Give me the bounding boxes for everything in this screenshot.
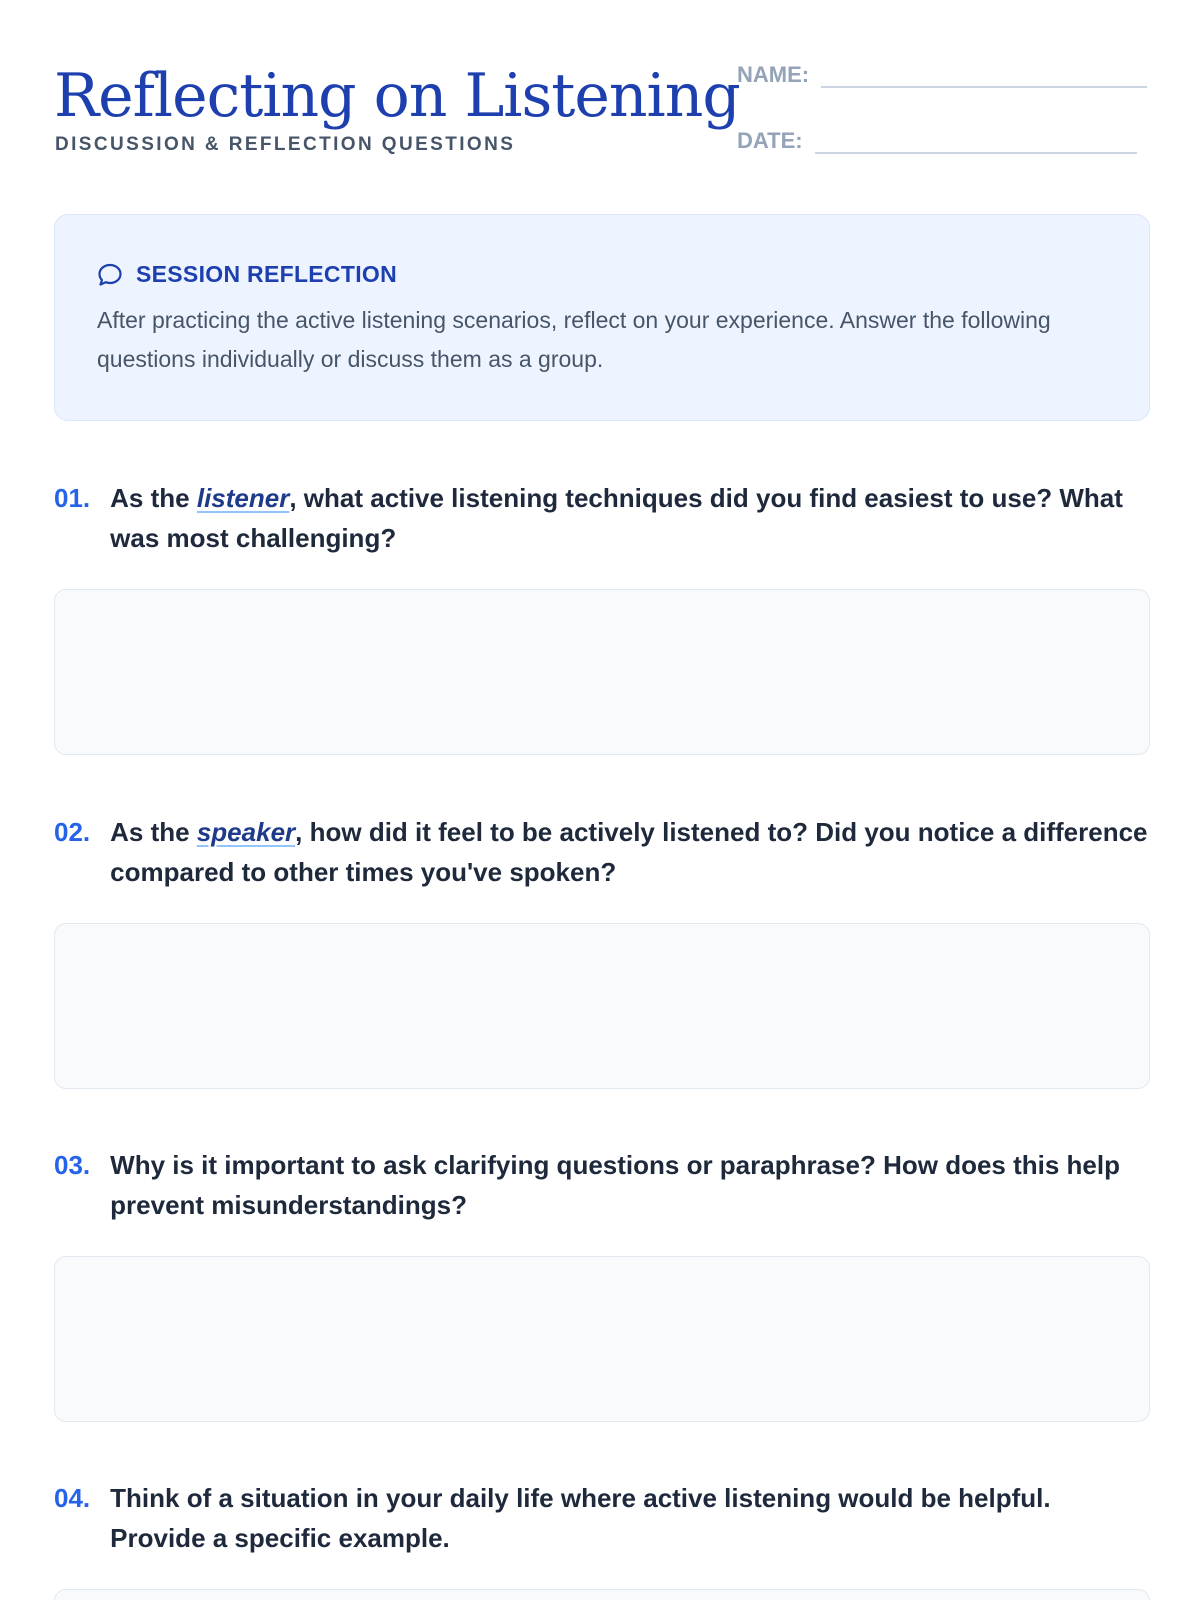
question-3 [54,1145,1150,1225]
answer-box[interactable] [54,1589,1150,1600]
question-1 [54,478,1150,558]
speech-bubble-icon [97,262,123,288]
question-number: 02. [54,817,91,847]
page-subtitle: DISCUSSION & REFLECTION QUESTIONS [55,134,516,155]
question-emphasis: listener [196,483,290,513]
answer-box[interactable] [54,589,1150,755]
question-number: 01. [54,483,91,513]
answer-box[interactable] [54,1256,1150,1422]
date-label: DATE: [737,128,803,153]
callout-header [97,261,397,288]
question-text: Think of a situation in your daily life where active listening would be helpful. Provide a specific example. [110,1483,1051,1553]
date-input-line[interactable] [815,128,1137,154]
name-field[interactable] [737,62,1147,88]
question-emphasis: speaker [196,817,296,847]
question-text: As the listener, what active listening techniques did you find easiest to use? What was most challenging? [110,483,1123,553]
worksheet-header [54,58,1149,168]
date-field[interactable] [737,128,1137,154]
answer-box[interactable] [54,923,1150,1089]
question-text: Why is it important to ask clarifying questions or paraphrase? How does this help prevent misunderstandings? [110,1150,1120,1220]
callout-title: SESSION REFLECTION [136,261,397,287]
question-text: As the speaker, how did it feel to be actively listened to? Did you notice a difference compared to other times you've spoken? [110,817,1148,887]
page-title: Reflecting on Listening [54,61,740,131]
name-label: NAME: [737,62,810,87]
question-4 [54,1478,1150,1558]
name-input-line[interactable] [821,62,1147,88]
question-number: 03. [54,1150,91,1180]
question-number: 04. [54,1483,91,1513]
question-2 [54,812,1150,892]
callout-body: After practicing the active listening scenarios, reflect on your experience. Answer the following questions individually or discuss them as a group. [97,307,1051,372]
session-reflection-callout [54,214,1150,421]
